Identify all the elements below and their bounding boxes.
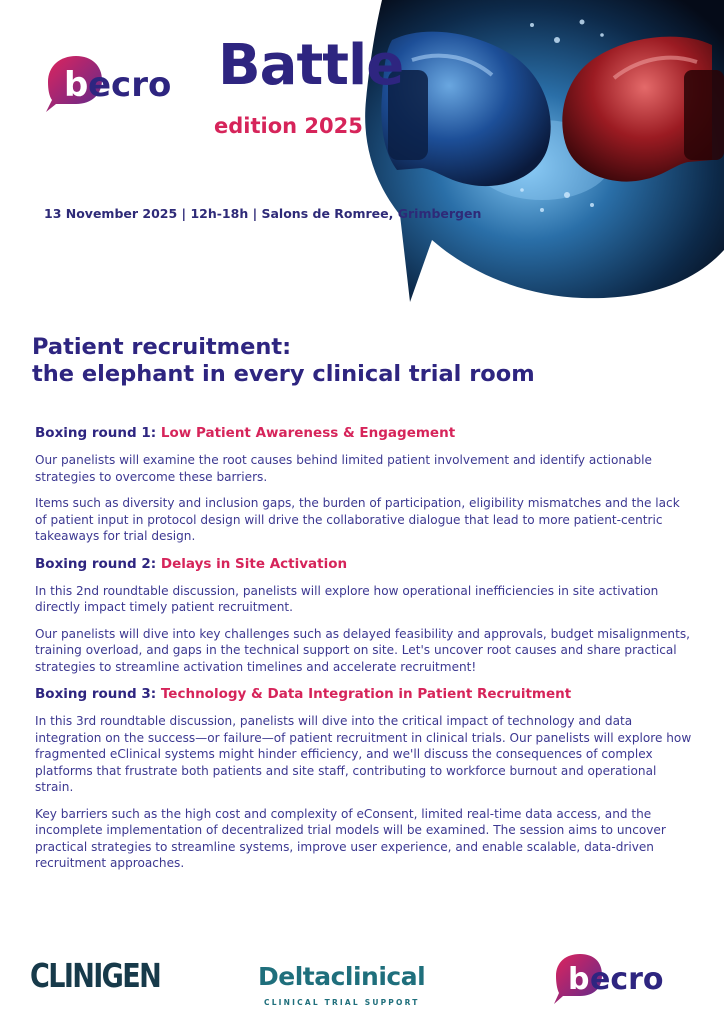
round-2	[35, 555, 695, 676]
deltaclinical-logo	[258, 954, 448, 1014]
round-3-label: Boxing round 3:	[35, 686, 161, 702]
event-date-location: 13 November 2025 | 12h-18h | Salons de Romree, Grimbergen	[44, 206, 482, 221]
headline-line-1: Patient recruitment:	[32, 334, 292, 360]
becro-footer-logo	[552, 950, 692, 1006]
svg-text:ecro: ecro	[88, 65, 172, 105]
event-title: Battle	[218, 33, 404, 98]
round-1-title	[35, 424, 695, 442]
svg-text:ecro: ecro	[590, 962, 664, 997]
boxing-gloves-hero-image	[352, 0, 724, 306]
round-2-topic: Delays in Site Activation	[160, 555, 348, 572]
headline-line-2: the elephant in every clinical trial room	[32, 361, 535, 387]
round-1-paragraph-2: Items such as diversity and inclusion gaps, the burden of participation, eligibility mismatches and the lack of patient input in protocol design will drive the collaborative dialogue that lead to more patient-centric takeaways for trial design.	[35, 496, 680, 543]
round-3-topic: Technology & Data Integration in Patient Recruitment	[160, 686, 572, 702]
round-2-paragraph-1: In this 2nd roundtable discussion, panelists will explore how operational inefficiencies in site activation directly impact timely patient recruitment.	[35, 583, 659, 614]
deltaclinical-tagline: CLINICAL TRIAL SUPPORT	[264, 998, 420, 1007]
svg-text:b: b	[568, 962, 590, 997]
round-2-label: Boxing round 2:	[35, 555, 161, 572]
deltaclinical-name: Deltaclinical	[258, 962, 426, 991]
round-2-paragraph-2: Our panelists will dive into key challenges such as delayed feasibility and approvals, budget misalignments, training overload, and gaps in the technical support on site. Let's uncover root causes and share practical strategies to streamline activation timelines and accelerate recruitment!	[35, 626, 690, 674]
round-3-paragraph-1: In this 3rd roundtable discussion, panelists will dive into the critical impact of technology and data integration on the success—or failure—of patient recruitment in clinical trials. Our panelists will explore how fragmented eClinical systems might hinder efficiency, and we'll discuss the consequences of complex platforms that frustrate both patients and site staff, contributing to workforce burnout and operational strain.	[35, 714, 692, 794]
round-1-paragraph-1: Our panelists will examine the root causes behind limited patient involvement and identify actionable strategies to overcome these barriers.	[35, 453, 652, 484]
round-3-paragraph-2: Key barriers such as the high cost and complexity of eConsent, limited real-time data access, and the incomplete implementation of decentralized trial models will be examined. The session aims to uncover practical strategies to streamline systems, improve user experience, and enable scalable, data-driven recruitment approaches.	[35, 806, 666, 870]
svg-text:b: b	[64, 65, 89, 105]
round-1-topic: Low Patient Awareness & Engagement	[160, 425, 456, 441]
round-3-title	[35, 685, 695, 703]
page-headline	[32, 334, 592, 388]
round-1	[35, 424, 695, 545]
clinigen-logo: CLINIGEN	[30, 956, 161, 995]
round-1-label: Boxing round 1:	[35, 425, 161, 441]
rounds-section	[35, 424, 695, 882]
sponsor-footer	[0, 940, 724, 1024]
round-3	[35, 685, 695, 872]
becro-logo	[44, 52, 214, 114]
edition-label: edition 2025	[214, 114, 363, 138]
round-2-title	[35, 555, 695, 573]
